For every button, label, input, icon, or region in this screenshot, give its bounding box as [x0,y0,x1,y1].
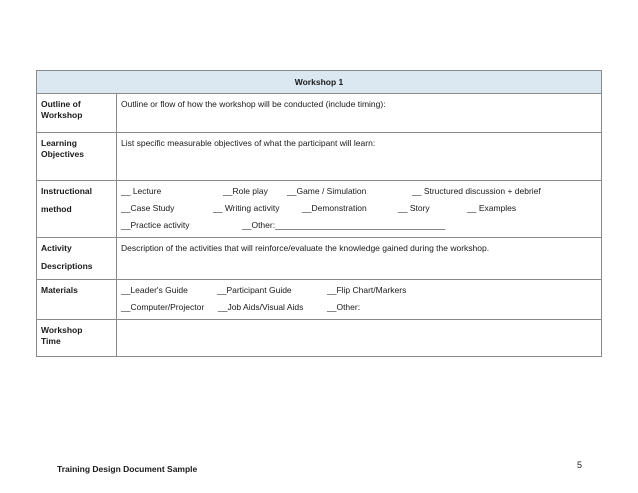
table-row-outline [37,94,602,133]
instructional-line-1 [121,186,597,203]
row-content-instructional [117,181,602,238]
option-examples: __ Examples [467,203,517,213]
option-other: __Other:____________________________________ [242,220,446,230]
workshop-table [36,70,602,357]
option-game-simulation: __Game / Simulation [287,186,367,196]
row-label-instructional: Instructional method [37,181,117,238]
option-participant-guide: __Participant Guide [217,285,292,295]
instructional-line-3 [121,220,597,237]
option-structured-discussion: __ Structured discussion + debrief [412,186,541,196]
option-lecture: __ Lecture [121,186,162,196]
option-case-study: __Case Study [121,203,175,213]
row-label-outline: Outline of Workshop [37,94,117,133]
row-content-time [117,320,602,357]
option-leaders-guide: __Leader's Guide [121,285,188,295]
option-computer-projector: __Computer/Projector [121,302,205,312]
row-label-activity: Activity Descriptions [37,238,117,280]
row-content-outline: Outline or flow of how the workshop will be conducted (include timing): [117,94,602,133]
table-row-activity [37,238,602,280]
option-writing-activity: __ Writing activity [213,203,280,213]
materials-line-2 [121,302,597,319]
page-number: 5 [577,460,583,470]
table-row-learning [37,133,602,181]
row-label-learning: Learning Objectives [37,133,117,181]
option-job-aids: __Job Aids/Visual Aids [218,302,304,312]
table-title: Workshop 1 [37,71,602,94]
row-content-activity: Description of the activities that will reinforce/evaluate the knowledge gained during the workshop. [117,238,602,280]
table-row-materials [37,280,602,320]
footer-title: Training Design Document Sample [57,464,198,474]
option-role-play: __Role play [223,186,268,196]
materials-line-1 [121,285,597,302]
option-story: __ Story [398,203,430,213]
option-flip-chart: __Flip Chart/Markers [327,285,407,295]
instructional-line-2 [121,203,597,220]
option-demonstration: __Demonstration [302,203,367,213]
option-materials-other: __Other: [327,302,361,312]
row-content-learning: List specific measurable objectives of what the participant will learn: [117,133,602,181]
option-practice-activity: __Practice activity [121,220,190,230]
row-label-materials: Materials [37,280,117,320]
row-label-time: Workshop Time [37,320,117,357]
table-row-time [37,320,602,357]
row-content-materials [117,280,602,320]
table-row-instructional [37,181,602,238]
